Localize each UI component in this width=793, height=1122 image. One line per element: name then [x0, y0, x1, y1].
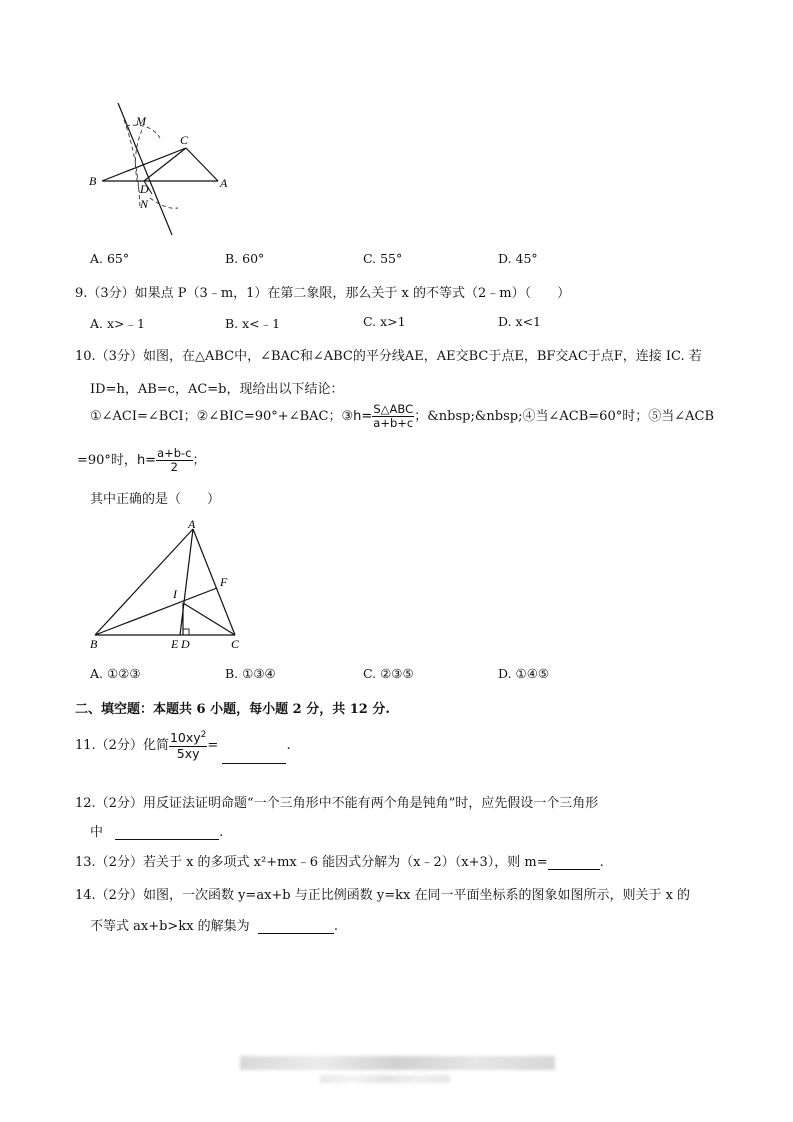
- q12-end: .: [219, 825, 224, 840]
- q10-frac1-den: a+b+c: [373, 416, 414, 430]
- q10-line4: [77, 446, 206, 476]
- fig10-label-a: A: [188, 517, 196, 531]
- figure-q8: [80, 98, 250, 238]
- section-2-heading: 二、填空题：本题共 6 小题，每小题 2 分，共 12 分.: [75, 702, 390, 717]
- q10-line4-b: ；: [192, 453, 206, 468]
- q12-line2: [90, 821, 223, 840]
- q9-option-d: D. x<1: [498, 314, 541, 329]
- q13: [75, 851, 604, 870]
- q10-frac1-num: S△ABC: [373, 401, 414, 416]
- fig10-label-b: B: [90, 637, 98, 651]
- q10-option-b: B. ①③④: [225, 666, 276, 681]
- q10-option-c: C. ②③⑤: [363, 666, 414, 681]
- q8-option-b: B. 60°: [225, 251, 265, 266]
- q10-option-d: D. ①④⑤: [498, 666, 550, 681]
- q11-num-text: 10xy: [169, 730, 201, 746]
- q11-answer-blank[interactable]: [222, 749, 286, 764]
- fig10-label-c: C: [231, 637, 240, 651]
- fig10-label-d: D: [181, 637, 190, 651]
- q13-text: 13.（2分）若关于 x 的多项式 x²+mx﹣6 能因式分解为（x﹣2）（x+3），则 m=: [75, 855, 548, 870]
- q8-option-d: D. 45°: [498, 251, 538, 266]
- fig10-label-e: E: [171, 637, 179, 651]
- q11-fraction: [169, 730, 207, 761]
- q14-line2-text: 不等式 ax+b>kx 的解集为: [90, 919, 250, 934]
- blurred-watermark-sub: [320, 1075, 450, 1083]
- q10-line3-a: ①∠ACI=∠BCI；②∠BIC=90°+∠BAC；③: [90, 409, 354, 424]
- q14-end: .: [333, 919, 338, 934]
- q8-option-c: C. 55°: [363, 251, 403, 266]
- q11-prefix: 11.（2分）化简: [75, 738, 169, 753]
- fig10-label-f: F: [220, 575, 228, 589]
- q10-h-label-2: h=: [136, 453, 157, 468]
- fig10-label-i: I: [173, 587, 177, 601]
- q10-line2: ID=h，AB=c，AC=b，现给出以下结论：: [90, 382, 344, 397]
- q12-line2-text: 中: [90, 825, 104, 840]
- q10-option-a: A. ①②③: [90, 666, 141, 681]
- q9-stem: 9.（3分）如果点 P（3﹣m，1）在第二象限，那么关于 x 的不等式（2﹣m）（ ）: [75, 286, 571, 301]
- q13-answer-blank[interactable]: [548, 855, 600, 870]
- q10-line5: 其中正确的是（ ）: [90, 492, 221, 507]
- q11-eq: =: [207, 738, 219, 753]
- q10-line1: 10.（3分）如图，在△ABC中，∠BAC和∠ABC的平分线AE，AE交BC于点E，BF交AC于点F，连接 IC. 若: [75, 349, 702, 364]
- q13-end: .: [599, 855, 604, 870]
- q14-line2: [90, 915, 338, 934]
- q10-fraction-1: [372, 403, 414, 430]
- fig8-label-b: B: [89, 174, 97, 188]
- blurred-watermark: [240, 1056, 555, 1070]
- fig8-label-a: A: [220, 176, 228, 190]
- fig8-label-c: C: [180, 133, 189, 147]
- q11-numerator: [169, 730, 207, 747]
- q14-line1: 14.（2分）如图，一次函数 y=ax+b 与正比例函数 y=kx 在同一平面坐标系的图象如图所示，则关于 x 的: [75, 888, 691, 903]
- q10-line4-a: =90°时，: [77, 453, 137, 468]
- q10-fraction-2: [156, 447, 192, 474]
- q11-end: .: [286, 738, 291, 753]
- q10-frac2-num: a+b-c: [157, 445, 192, 460]
- q12-line1: 12.（2分）用反证法证明命题“一个三角形中不能有两个角是钝角”时，应先假设一个三角形: [75, 796, 599, 811]
- figure-q10: [85, 515, 255, 655]
- fig8-label-m: M: [136, 114, 146, 128]
- fig8-label-d: D: [140, 182, 149, 196]
- q12-answer-blank[interactable]: [115, 825, 219, 840]
- fig8-label-n: N: [140, 197, 149, 211]
- q10-line3-b: ；&nbsp;&nbsp;④当∠ACB=60°时；⑤当∠ACB: [414, 409, 714, 424]
- q14-answer-blank[interactable]: [258, 919, 334, 934]
- q11-num-exponent: 2: [200, 730, 207, 741]
- q11: [75, 728, 291, 764]
- q11-denominator: 5xy: [176, 745, 200, 761]
- q10-h-label-1: h=: [353, 409, 373, 424]
- q9-option-c: C. x>1: [363, 314, 406, 329]
- q10-frac2-den: 2: [170, 460, 178, 474]
- q8-option-a: A. 65°: [90, 251, 130, 266]
- q9-option-b: B. x<﹣1: [225, 316, 281, 331]
- q10-line3: [90, 402, 714, 432]
- q9-option-a: A. x>﹣1: [90, 316, 145, 331]
